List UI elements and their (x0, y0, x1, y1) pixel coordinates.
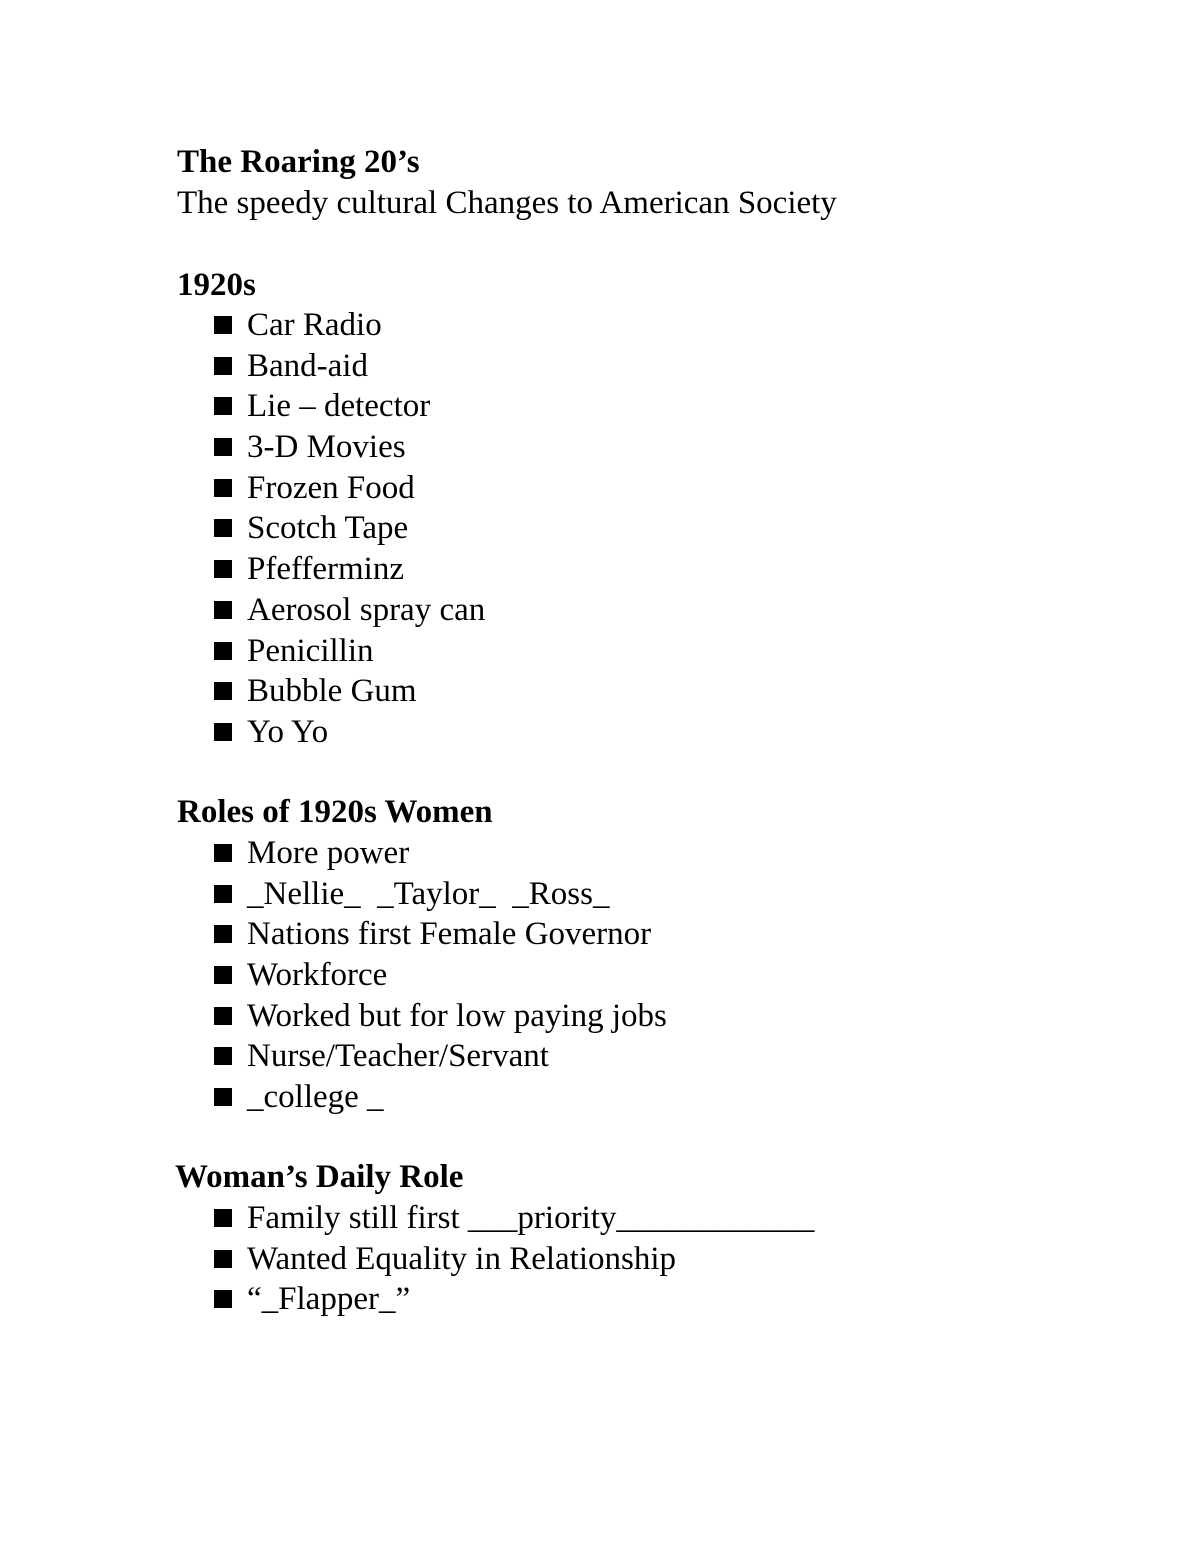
list-item-text: Workforce (247, 957, 388, 994)
square-bullet-icon (214, 316, 232, 334)
list-item-text: Car Radio (247, 307, 382, 343)
list-item-text: Worked but for low paying jobs (247, 997, 667, 1034)
square-bullet-icon (214, 682, 232, 700)
square-bullet-icon (214, 885, 232, 903)
list-item-text: Lie – detector (247, 388, 431, 425)
square-bullet-icon (214, 1088, 232, 1106)
list-item-text: “_Flapper_” (247, 1281, 411, 1318)
section-heading-1920s: 1920s (177, 267, 256, 303)
list-item-text: _college _ (247, 1079, 384, 1116)
square-bullet-icon (214, 925, 232, 943)
list-item-text: _Nellie_ _Taylor_ _Ross_ (247, 875, 610, 912)
list-item-text: Family still first ___priority____________ (247, 1200, 815, 1236)
square-bullet-icon (214, 560, 232, 578)
list-item-text: Penicillin (247, 632, 374, 669)
list-item-text: Aerosol spray can (247, 591, 486, 628)
square-bullet-icon (214, 397, 232, 415)
list-item-text: Pfefferminz (247, 551, 404, 588)
section-heading-roles-of-women: Roles of 1920s Women (177, 794, 493, 830)
list-item-text: Nations first Female Governor (247, 916, 652, 953)
square-bullet-icon (214, 1007, 232, 1025)
list-item-text: Yo Yo (247, 713, 329, 750)
square-bullet-icon (214, 1209, 232, 1227)
square-bullet-icon (214, 1290, 232, 1308)
square-bullet-icon (214, 519, 232, 537)
document-title: The Roaring 20’s (177, 144, 420, 180)
square-bullet-icon (214, 966, 232, 984)
square-bullet-icon (214, 479, 232, 497)
square-bullet-icon (214, 642, 232, 660)
list-item-text: Band-aid (247, 347, 368, 384)
list-item-text: Nurse/Teacher/Servant (247, 1038, 549, 1075)
section-heading-daily-role: Woman’s Daily Role (175, 1159, 464, 1195)
square-bullet-icon (214, 1047, 232, 1065)
square-bullet-icon (214, 844, 232, 862)
list-item-text: Wanted Equality in Relationship (247, 1240, 677, 1277)
list-item-text: More power (247, 835, 410, 871)
document-subtitle: The speedy cultural Changes to American Society (177, 185, 837, 221)
list-item-text: Frozen Food (247, 469, 415, 506)
square-bullet-icon (214, 357, 232, 375)
list-item-text: 3-D Movies (247, 429, 406, 466)
square-bullet-icon (214, 1250, 232, 1268)
square-bullet-icon (214, 723, 232, 741)
list-item-text: Scotch Tape (247, 510, 409, 547)
list-item-text: Bubble Gum (247, 673, 417, 710)
square-bullet-icon (214, 601, 232, 619)
square-bullet-icon (214, 438, 232, 456)
